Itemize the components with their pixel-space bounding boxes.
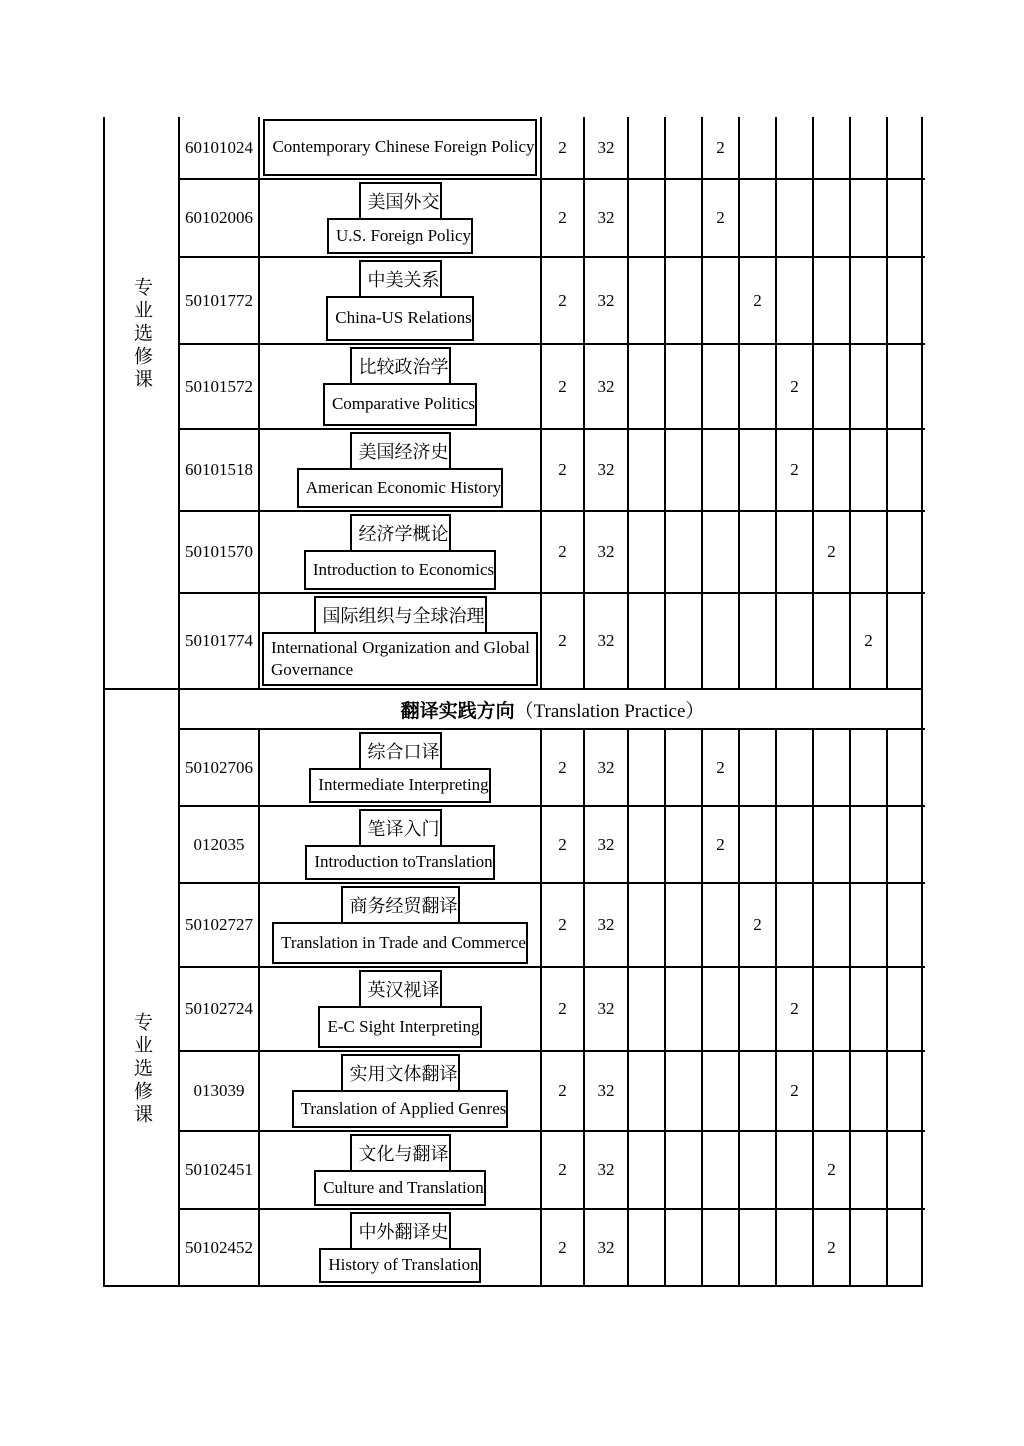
course-code: 60101518 xyxy=(180,430,260,510)
semester-5-cell xyxy=(777,594,814,688)
semester-4-cell xyxy=(740,968,777,1050)
semester-6-cell xyxy=(814,807,851,882)
semester-1-cell xyxy=(629,258,666,343)
course-hours: 32 xyxy=(585,968,629,1050)
semester-3-cell xyxy=(703,430,740,510)
semester-1-cell xyxy=(629,345,666,428)
course-credits: 2 xyxy=(542,180,585,256)
course-name-cell xyxy=(260,430,542,510)
course-code: 012035 xyxy=(180,807,260,882)
semester-6-cell xyxy=(814,884,851,966)
course-name-chinese: 文化与翻译 xyxy=(350,1134,451,1172)
course-name-cell xyxy=(260,1132,542,1208)
semester-2-cell xyxy=(666,884,703,966)
course-name-chinese: 综合口译 xyxy=(359,732,442,770)
semester-2-cell xyxy=(666,594,703,688)
semester-2-cell xyxy=(666,807,703,882)
semester-7-cell xyxy=(851,512,888,592)
course-credits: 2 xyxy=(542,117,585,178)
course-name-english: Introduction to Economics xyxy=(304,550,496,590)
course-name-english: Translation in Trade and Commerce xyxy=(272,922,528,964)
course-name-english: Culture and Translation xyxy=(314,1170,486,1206)
course-credits: 2 xyxy=(542,807,585,882)
course-name-english: Intermediate Interpreting xyxy=(309,768,490,803)
semester-4-cell xyxy=(740,1052,777,1130)
semester-2-cell xyxy=(666,1052,703,1130)
course-row xyxy=(180,1052,925,1132)
semester-3-cell xyxy=(703,968,740,1050)
course-name-english: International Organization and Global Governance xyxy=(262,632,538,686)
semester-2-cell xyxy=(666,117,703,178)
course-row xyxy=(180,594,925,688)
course-name-chinese: 中美关系 xyxy=(359,260,442,298)
course-credits: 2 xyxy=(542,1210,585,1285)
course-name-cell xyxy=(260,345,542,428)
course-code: 013039 xyxy=(180,1052,260,1130)
semester-6-cell: 2 xyxy=(814,512,851,592)
course-name-cell xyxy=(260,968,542,1050)
semester-1-cell xyxy=(629,730,666,805)
course-code: 50101570 xyxy=(180,512,260,592)
semester-7-cell xyxy=(851,430,888,510)
course-hours: 32 xyxy=(585,180,629,256)
semester-8-cell xyxy=(888,594,925,688)
course-name-cell xyxy=(260,884,542,966)
semester-6-cell xyxy=(814,594,851,688)
semester-7-cell xyxy=(851,807,888,882)
course-hours: 32 xyxy=(585,807,629,882)
semester-3-cell xyxy=(703,258,740,343)
course-row xyxy=(180,1132,925,1210)
course-row xyxy=(180,117,925,180)
category-label: 专业选修课 xyxy=(131,277,152,392)
semester-8-cell xyxy=(888,1052,925,1130)
semester-4-cell xyxy=(740,117,777,178)
course-name-chinese: 笔译入门 xyxy=(359,809,442,847)
semester-3-cell xyxy=(703,1132,740,1208)
semester-7-cell xyxy=(851,117,888,178)
semester-5-cell: 2 xyxy=(777,1052,814,1130)
semester-7-cell xyxy=(851,884,888,966)
semester-4-cell: 2 xyxy=(740,884,777,966)
course-name-chinese: 比较政治学 xyxy=(350,347,451,385)
course-code: 60101024 xyxy=(180,117,260,178)
semester-5-cell: 2 xyxy=(777,968,814,1050)
semester-2-cell xyxy=(666,968,703,1050)
semester-6-cell: 2 xyxy=(814,1132,851,1208)
course-name-chinese: 英汉视译 xyxy=(359,970,442,1008)
semester-7-cell xyxy=(851,180,888,256)
course-name-english: China-US Relations xyxy=(326,296,473,341)
course-name-cell xyxy=(260,180,542,256)
course-name-cell xyxy=(260,258,542,343)
semester-2-cell xyxy=(666,730,703,805)
course-hours: 32 xyxy=(585,345,629,428)
semester-5-cell: 2 xyxy=(777,345,814,428)
course-credits: 2 xyxy=(542,968,585,1050)
course-name-chinese: 实用文体翻译 xyxy=(341,1054,460,1092)
course-credits: 2 xyxy=(542,1052,585,1130)
course-row xyxy=(180,884,925,968)
course-code: 50102724 xyxy=(180,968,260,1050)
category-label: 专业选修课 xyxy=(131,1012,152,1127)
course-code: 50102706 xyxy=(180,730,260,805)
semester-1-cell xyxy=(629,512,666,592)
semester-6-cell xyxy=(814,180,851,256)
semester-1-cell xyxy=(629,594,666,688)
semester-3-cell xyxy=(703,1210,740,1285)
course-rows-container xyxy=(180,117,925,688)
course-row xyxy=(180,180,925,258)
semester-4-cell xyxy=(740,512,777,592)
course-hours: 32 xyxy=(585,430,629,510)
course-name-chinese: 商务经贸翻译 xyxy=(341,886,460,924)
semester-7-cell xyxy=(851,1210,888,1285)
course-hours: 32 xyxy=(585,1132,629,1208)
course-row xyxy=(180,430,925,512)
semester-1-cell xyxy=(629,1210,666,1285)
course-code: 50101774 xyxy=(180,594,260,688)
course-hours: 32 xyxy=(585,594,629,688)
semester-8-cell xyxy=(888,512,925,592)
semester-3-cell: 2 xyxy=(703,807,740,882)
semester-8-cell xyxy=(888,1210,925,1285)
course-row xyxy=(180,258,925,345)
course-name-chinese: 国际组织与全球治理 xyxy=(314,596,487,634)
semester-8-cell xyxy=(888,1132,925,1208)
semester-6-cell xyxy=(814,258,851,343)
semester-4-cell xyxy=(740,1210,777,1285)
category-label-cell xyxy=(105,117,180,688)
group-header-english: （Translation Practice） xyxy=(514,700,705,722)
course-credits: 2 xyxy=(542,730,585,805)
course-code: 50102451 xyxy=(180,1132,260,1208)
semester-7-cell: 2 xyxy=(851,594,888,688)
semester-5-cell xyxy=(777,884,814,966)
course-name-english: Introduction toTranslation xyxy=(305,845,494,880)
course-row xyxy=(180,730,925,807)
semester-3-cell: 2 xyxy=(703,180,740,256)
semester-1-cell xyxy=(629,430,666,510)
course-name-cell xyxy=(260,594,542,688)
course-row xyxy=(180,807,925,884)
semester-6-cell xyxy=(814,968,851,1050)
course-credits: 2 xyxy=(542,594,585,688)
semester-8-cell xyxy=(888,730,925,805)
semester-4-cell xyxy=(740,807,777,882)
group-header-row xyxy=(180,690,925,730)
semester-4-cell xyxy=(740,730,777,805)
course-credits: 2 xyxy=(542,1132,585,1208)
semester-4-cell xyxy=(740,1132,777,1208)
course-name-cell xyxy=(260,1052,542,1130)
semester-2-cell xyxy=(666,345,703,428)
course-credits: 2 xyxy=(542,258,585,343)
semester-4-cell xyxy=(740,180,777,256)
semester-2-cell xyxy=(666,1210,703,1285)
semester-4-cell xyxy=(740,594,777,688)
semester-4-cell: 2 xyxy=(740,258,777,343)
semester-3-cell xyxy=(703,594,740,688)
course-code: 50101772 xyxy=(180,258,260,343)
semester-8-cell xyxy=(888,884,925,966)
semester-3-cell xyxy=(703,512,740,592)
semester-8-cell xyxy=(888,180,925,256)
elective-courses-section-2 xyxy=(103,690,923,1287)
semester-6-cell: 2 xyxy=(814,1210,851,1285)
course-name-english: U.S. Foreign Policy xyxy=(327,218,473,254)
semester-7-cell xyxy=(851,968,888,1050)
group-header-chinese: 翻译实践方向 xyxy=(400,700,515,722)
course-name-chinese: 美国外交 xyxy=(359,182,442,220)
course-name-cell xyxy=(260,807,542,882)
course-credits: 2 xyxy=(542,512,585,592)
course-name-chinese: 中外翻译史 xyxy=(350,1212,451,1250)
semester-5-cell xyxy=(777,1132,814,1208)
semester-5-cell xyxy=(777,730,814,805)
course-hours: 32 xyxy=(585,258,629,343)
course-hours: 32 xyxy=(585,117,629,178)
semester-7-cell xyxy=(851,1052,888,1130)
semester-7-cell xyxy=(851,730,888,805)
semester-2-cell xyxy=(666,1132,703,1208)
semester-6-cell xyxy=(814,345,851,428)
semester-1-cell xyxy=(629,807,666,882)
course-name-english: Contemporary Chinese Foreign Policy xyxy=(263,119,536,176)
course-name-chinese: 美国经济史 xyxy=(350,432,451,470)
semester-8-cell xyxy=(888,345,925,428)
course-name-english: Comparative Politics xyxy=(323,383,477,426)
course-name-english: History of Translation xyxy=(319,1248,480,1283)
category-label-cell xyxy=(105,690,180,1285)
course-code: 50101572 xyxy=(180,345,260,428)
course-hours: 32 xyxy=(585,512,629,592)
semester-1-cell xyxy=(629,180,666,256)
semester-6-cell xyxy=(814,430,851,510)
course-row xyxy=(180,1210,925,1285)
semester-3-cell: 2 xyxy=(703,117,740,178)
semester-5-cell: 2 xyxy=(777,430,814,510)
semester-4-cell xyxy=(740,430,777,510)
course-name-english: E-C Sight Interpreting xyxy=(318,1006,481,1048)
course-credits: 2 xyxy=(542,345,585,428)
semester-2-cell xyxy=(666,512,703,592)
semester-5-cell xyxy=(777,117,814,178)
course-code: 60102006 xyxy=(180,180,260,256)
semester-5-cell xyxy=(777,1210,814,1285)
course-rows-container xyxy=(180,690,925,1285)
semester-1-cell xyxy=(629,1052,666,1130)
curriculum-table xyxy=(103,117,923,1287)
course-code: 50102452 xyxy=(180,1210,260,1285)
semester-5-cell xyxy=(777,180,814,256)
semester-1-cell xyxy=(629,968,666,1050)
course-hours: 32 xyxy=(585,1210,629,1285)
semester-8-cell xyxy=(888,117,925,178)
semester-8-cell xyxy=(888,807,925,882)
semester-5-cell xyxy=(777,807,814,882)
semester-3-cell xyxy=(703,345,740,428)
course-credits: 2 xyxy=(542,430,585,510)
semester-5-cell xyxy=(777,258,814,343)
semester-2-cell xyxy=(666,258,703,343)
semester-5-cell xyxy=(777,512,814,592)
course-credits: 2 xyxy=(542,884,585,966)
course-name-cell xyxy=(260,730,542,805)
course-hours: 32 xyxy=(585,730,629,805)
course-hours: 32 xyxy=(585,884,629,966)
semester-2-cell xyxy=(666,180,703,256)
semester-1-cell xyxy=(629,884,666,966)
semester-8-cell xyxy=(888,430,925,510)
course-hours: 32 xyxy=(585,1052,629,1130)
course-name-cell xyxy=(260,1210,542,1285)
course-name-cell xyxy=(260,512,542,592)
course-row xyxy=(180,512,925,594)
semester-6-cell xyxy=(814,117,851,178)
course-name-chinese: 经济学概论 xyxy=(350,514,451,552)
semester-3-cell: 2 xyxy=(703,730,740,805)
course-name-english: Translation of Applied Genres xyxy=(292,1090,509,1128)
semester-4-cell xyxy=(740,345,777,428)
course-name-cell xyxy=(260,117,542,178)
semester-8-cell xyxy=(888,968,925,1050)
course-row xyxy=(180,345,925,430)
semester-3-cell xyxy=(703,1052,740,1130)
semester-1-cell xyxy=(629,117,666,178)
semester-7-cell xyxy=(851,1132,888,1208)
semester-6-cell xyxy=(814,1052,851,1130)
course-code: 50102727 xyxy=(180,884,260,966)
course-row xyxy=(180,968,925,1052)
semester-8-cell xyxy=(888,258,925,343)
semester-1-cell xyxy=(629,1132,666,1208)
elective-courses-section-1 xyxy=(103,117,923,690)
semester-7-cell xyxy=(851,345,888,428)
semester-7-cell xyxy=(851,258,888,343)
semester-6-cell xyxy=(814,730,851,805)
semester-3-cell xyxy=(703,884,740,966)
course-name-english: American Economic History xyxy=(297,468,503,508)
semester-2-cell xyxy=(666,430,703,510)
